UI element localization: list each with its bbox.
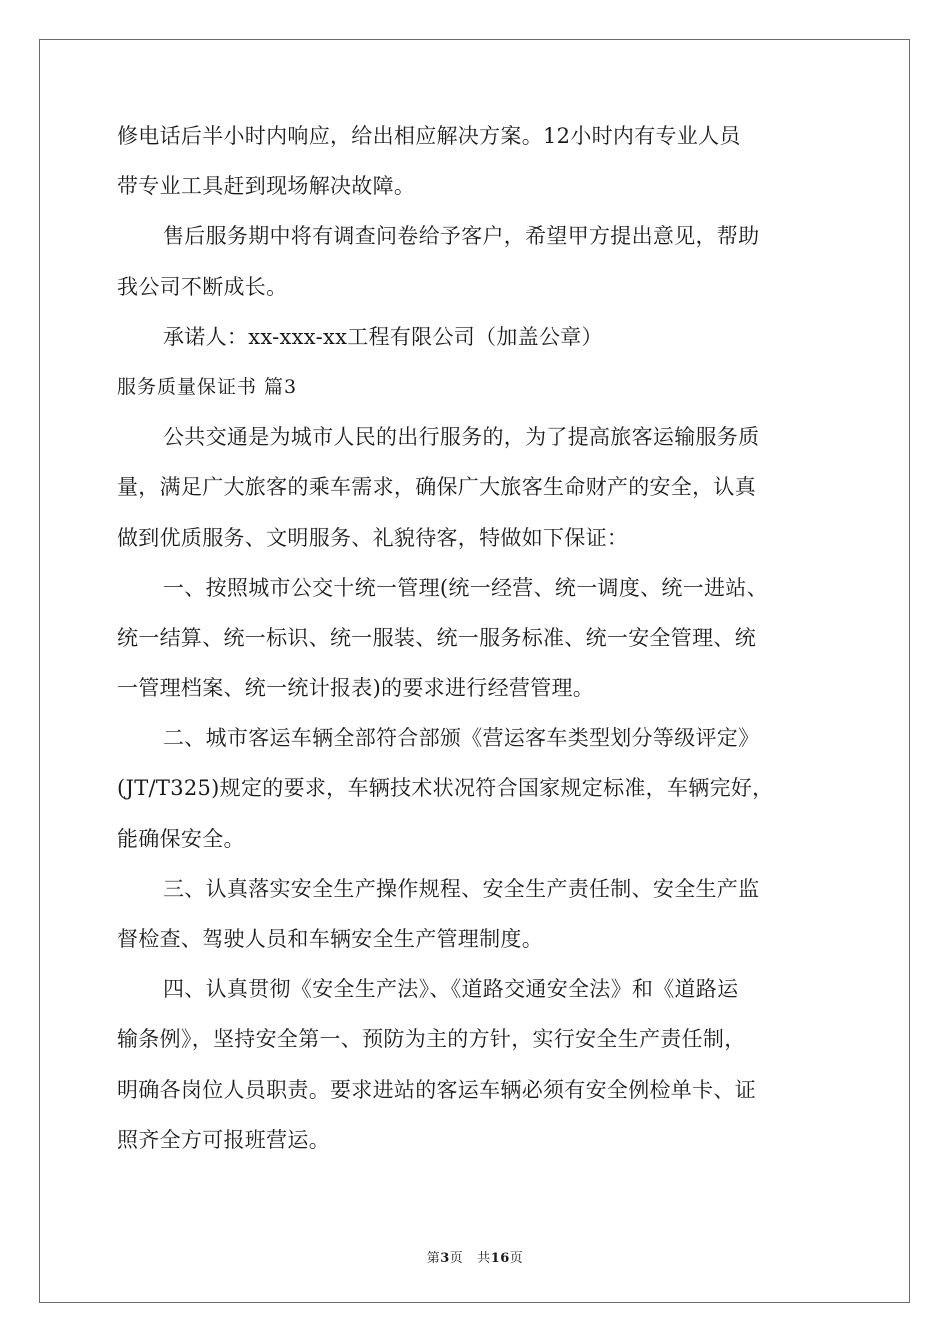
text-line: 带专业工具赶到现场解决故障。	[117, 174, 416, 199]
text-line: 做到优质服务、文明服务、礼貌待客，特做如下保证：	[117, 525, 629, 550]
text-line: 四、认真贯彻《安全生产法》、《道路交通安全法》和《道路运	[163, 977, 739, 1002]
text-line: (JT/T325)规定的要求，车辆技术状况符合国家规定标准，车辆完好，	[117, 776, 774, 801]
text-line: 售后服务期中将有调查问卷给予客户，希望甲方提出意见，帮助	[163, 224, 760, 249]
text-line: 一管理档案、统一统计报表)的要求进行经营管理。	[117, 676, 595, 701]
text-line: 能确保安全。	[117, 826, 245, 851]
footer-total-suffix: 页	[509, 1251, 524, 1266]
text-line: 统一结算、统一标识、统一服装、统一服务标准、统一安全管理、统	[117, 625, 756, 650]
footer-total-pages: 16	[490, 1251, 510, 1266]
footer-total-prefix: 共	[477, 1251, 491, 1266]
document-body	[117, 124, 837, 1178]
text-line: 二、城市客运车辆全部符合部颁《营运客车类型划分等级评定》	[163, 726, 760, 751]
footer-page-suffix: 页	[449, 1251, 464, 1266]
page-footer	[0, 1251, 950, 1267]
text-line: 输条例》，坚持安全第一、预防为主的方针，实行安全生产责任制，	[117, 1027, 746, 1052]
text-line: 督检查、驾驶人员和车辆安全生产管理制度。	[117, 927, 543, 951]
text-line: 三、认真落实安全生产操作规程、安全生产责任制、安全生产监	[163, 876, 760, 901]
footer-page-number: 3	[440, 1251, 450, 1266]
text-line: 我公司不断成长。	[117, 274, 288, 299]
text-line: 修电话后半小时内响应，给出相应解决方案。12小时内有专业人员	[117, 124, 741, 148]
text-line: 承诺人：xx-xxx-xx工程有限公司（加盖公章）	[163, 324, 603, 349]
text-line: 明确各岗位人员职责。要求进站的客运车辆必须有安全例检单卡、证	[117, 1077, 756, 1102]
text-line: 量，满足广大旅客的乘车需求，确保广大旅客生命财产的安全，认真	[117, 475, 756, 500]
text-line: 照齐全方可报班营运。	[117, 1127, 330, 1152]
footer-prefix: 第	[426, 1251, 441, 1266]
text-line: 一、按照城市公交十统一管理(统一经营、统一调度、统一进站、	[163, 575, 768, 600]
section-heading: 服务质量保证书 篇3	[117, 375, 298, 398]
text-line: 公共交通是为城市人民的出行服务的，为了提高旅客运输服务质	[163, 425, 760, 450]
